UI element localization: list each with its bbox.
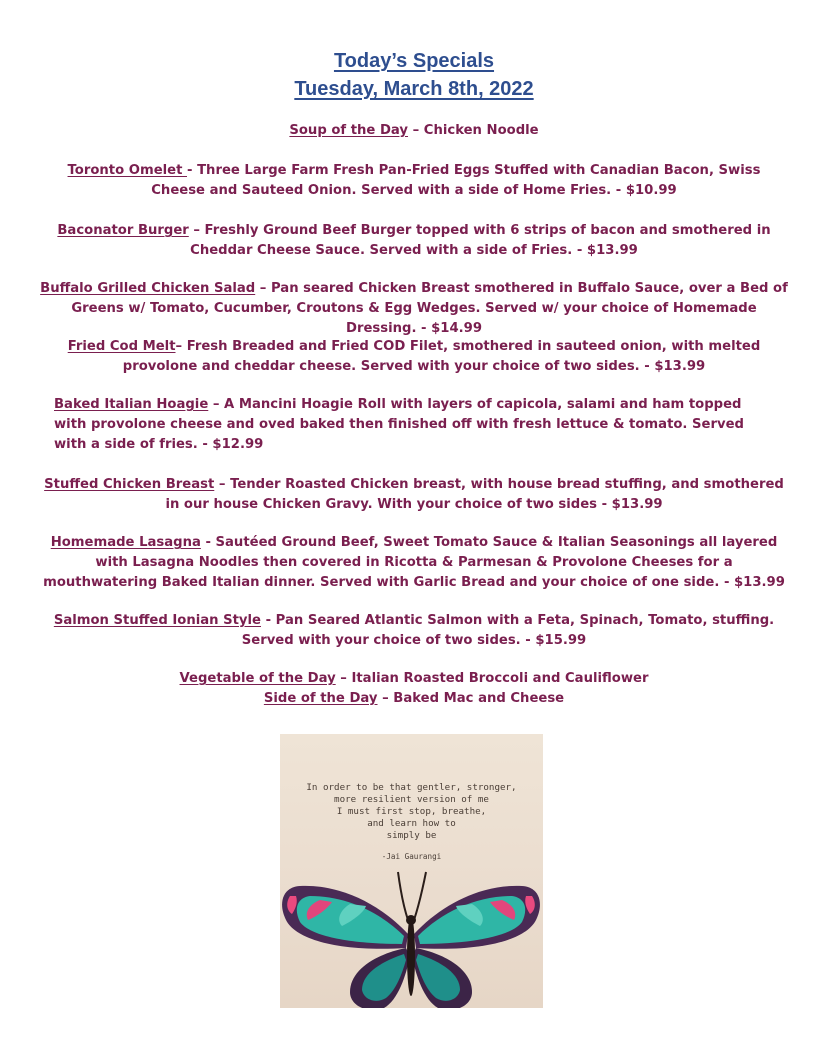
quote-text: In order to be that gentler, stronger, more resilient version of me I must first stop, breathe, and learn how to simply be	[306, 782, 517, 841]
special-name: Soup of the Day	[289, 123, 409, 138]
special-soup	[40, 121, 788, 141]
butterfly-illustration	[280, 864, 543, 1008]
special-name: Side of the Day	[263, 691, 378, 706]
special-name: Buffalo Grilled Chicken Salad	[40, 281, 256, 296]
special-name: Fried Cod Melt	[67, 339, 176, 354]
page-date: Tuesday, March 8th, 2022	[294, 78, 534, 100]
special-desc: – Pan seared Chicken Breast smothered in Buffalo Sauce, over a Bed of Greens w/ Tomato, Cucumber, Croutons & Egg Wedges. Served w/ your choice of Homemade Dressing. - $14.99	[71, 281, 788, 336]
special-homemade-lasagna	[40, 533, 788, 593]
special-buffalo-salad	[40, 279, 788, 339]
special-baked-italian-hoagie	[54, 395, 774, 455]
special-desc: – Freshly Ground Beef Burger topped with 6 strips of bacon and smothered in Cheddar Cheese Sauce. Served with a side of Fries. - $13.99	[188, 223, 771, 258]
special-name: Homemade Lasagna	[50, 535, 201, 550]
special-desc: – Baked Mac and Cheese	[377, 691, 565, 706]
special-name: Stuffed Chicken Breast	[44, 477, 215, 492]
special-baconator-burger	[40, 221, 788, 261]
special-salmon-stuffed	[40, 611, 788, 651]
special-vegetable-of-day	[40, 669, 788, 689]
special-name: Salmon Stuffed Ionian Style	[53, 613, 261, 628]
special-name: Baked Italian Hoagie	[54, 397, 209, 412]
special-desc: – A Mancini Hoagie Roll with layers of capicola, salami and ham topped with provolone cheese and oved baked then finished off with fresh lettuce & tomato. Served with a side of fries. - $12.99	[54, 397, 744, 452]
special-desc: – Chicken Noodle	[408, 123, 539, 138]
special-desc: – Tender Roasted Chicken breast, with house bread stuffing, and smothered in our house Chicken Gravy. With your choice of two sides - $13.99	[165, 477, 784, 512]
special-desc: – Fresh Breaded and Fried COD Filet, smothered in sauteed onion, with melted provolone and cheddar cheese. Served with your choice of two sides. - $13.99	[122, 339, 761, 374]
special-desc: - Sautéed Ground Beef, Sweet Tomato Sauce & Italian Seasonings all layered with Lasagna Noodles then covered in Ricotta & Parmesan & Provolone Cheeses for a mouthwatering Baked Italian dinner. Served with Garlic Bread and your choice of one side. - $13.99	[43, 535, 785, 590]
special-desc: - Three Large Farm Fresh Pan-Fried Eggs Stuffed with Canadian Bacon, Swiss Cheese and Sauteed Onion. Served with a side of Home Fries. - $10.99	[151, 163, 761, 198]
page-title: Today’s Specials	[333, 50, 495, 72]
special-stuffed-chicken-breast	[40, 475, 788, 515]
special-name: Baconator Burger	[57, 223, 189, 238]
special-side-of-day	[40, 689, 788, 709]
special-toronto-omelet	[40, 161, 788, 201]
special-name: Vegetable of the Day	[179, 671, 336, 686]
quote-author: -Jai Gaurangi	[381, 852, 442, 861]
special-desc: - Pan Seared Atlantic Salmon with a Feta, Spinach, Tomato, stuffing. Served with your choice of two sides. - $15.99	[241, 613, 775, 648]
special-desc: – Italian Roasted Broccoli and Cauliflower	[335, 671, 649, 686]
special-fried-cod-melt	[40, 337, 788, 377]
butterfly-quote-image	[280, 734, 543, 1008]
special-name: Toronto Omelet	[67, 163, 187, 178]
